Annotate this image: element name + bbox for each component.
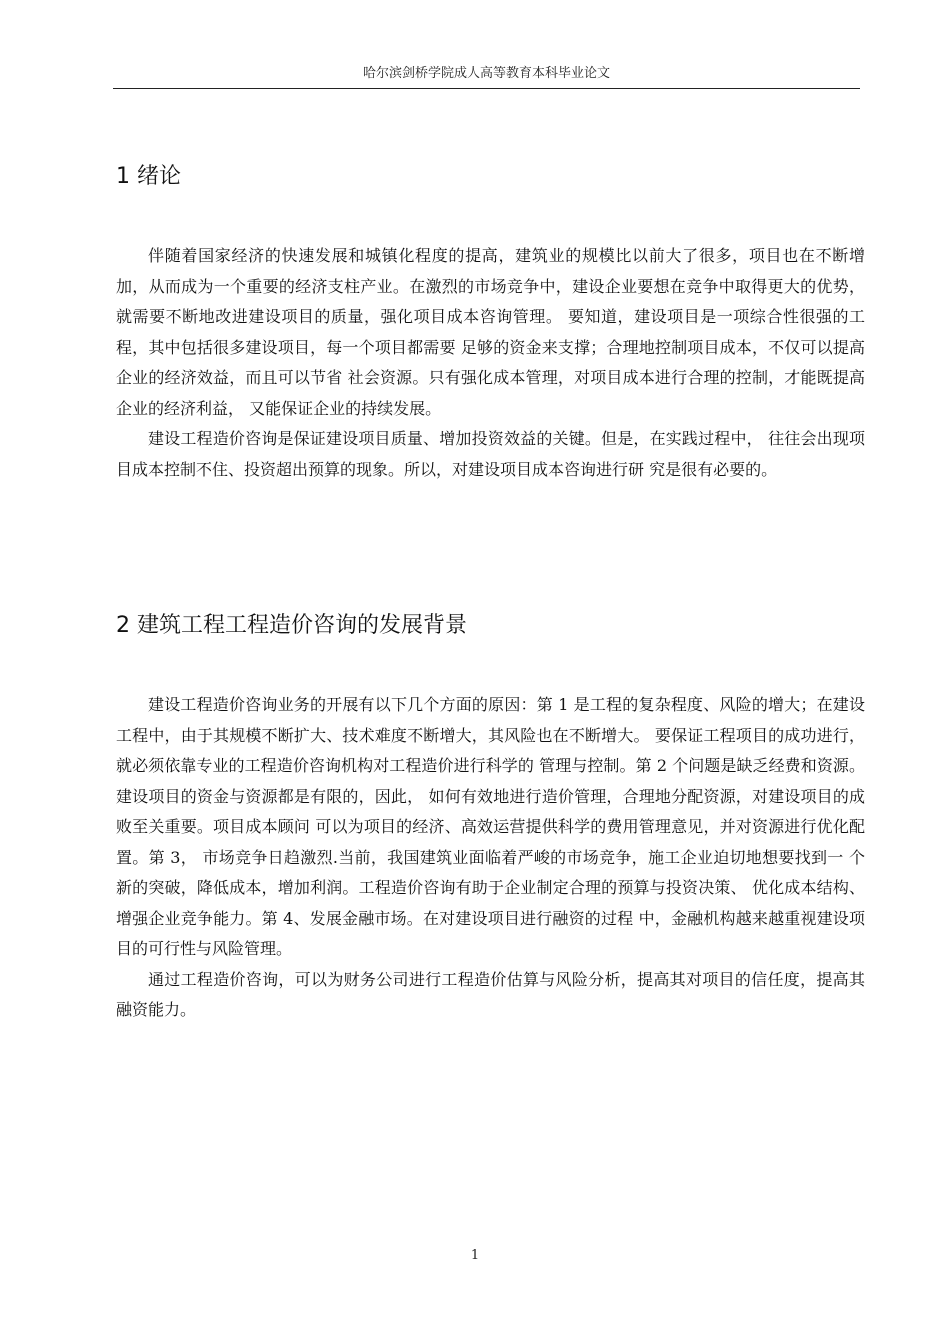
section-2-paragraph-1: 建设工程造价咨询业务的开展有以下几个方面的原因：第 1 是工程的复杂程度、风险的增大；在建设工程中，由于其规模不断扩大、技术难度不断增大，其风险也在不断增大。 要保证工程项目的成功进行，就必须依靠专业的工程造价咨询机构对工程造价进行科学的 管理与控制。第 2 个问题是缺乏经费和资源。建设项目的资金与资源都是有限的，因此， 如何有效地进行造价管理，合理地分配资源，对建设项目的成败至关重要。项目成本顾问 可以为项目的经济、高效运营提供科学的费用管理意见，并对资源进行优化配置。第 3， 市场竞争日趋激烈.当前，我国建筑业面临着严峻的市场竞争，施工企业迫切地想要找到一 个新的突破，降低成本，增加利润。工程造价咨询有助于企业制定合理的预算与投资决策、 优化成本结构、增强企业竞争能力。第 4、发展金融市场。在对建设项目进行融资的过程 中，金融机构越来越重视建设项目的可行性与风险管理。 — [116, 695, 865, 958]
page-number: 1 — [470, 1248, 480, 1263]
section-2-paragraph-2: 通过工程造价咨询，可以为财务公司进行工程造价估算与风险分析，提高其对项目的信任度，提高其融资能力。 — [116, 969, 865, 1019]
section-1-paragraph-2: 建设工程造价咨询是保证建设项目质量、增加投资效益的关键。但是，在实践过程中， 往往会出现项目成本控制不住、投资超出预算的现象。所以，对建设项目成本咨询进行研 究是很有必要的。 — [116, 429, 865, 479]
header-title: 哈尔滨剑桥学院成人高等教育本科毕业论文 — [362, 66, 610, 81]
page-header — [113, 64, 860, 89]
section-2-body — [116, 690, 865, 1026]
section-1-heading: 1 绪论 — [116, 164, 181, 189]
section-1-paragraph-1: 伴随着国家经济的快速发展和城镇化程度的提高，建筑业的规模比以前大了很多，项目也在不断增加，从而成为一个重要的经济支柱产业。在激烈的市场竞争中，建设企业要想在竞争中取得更大的优势，就需要不断地改进建设项目的质量，强化项目成本咨询管理。 要知道，建设项目是一项综合性很强的工程，其中包括很多建设项目，每一个项目都需要 足够的资金来支撑；合理地控制项目成本，不仅可以提高企业的经济效益，而且可以节省 社会资源。只有强化成本管理，对项目成本进行合理的控制，才能既提高企业的经济利益， 又能保证企业的持续发展。 — [116, 246, 865, 418]
section-1-body — [116, 241, 865, 485]
section-2-heading: 2 建筑工程工程造价咨询的发展背景 — [116, 613, 467, 638]
